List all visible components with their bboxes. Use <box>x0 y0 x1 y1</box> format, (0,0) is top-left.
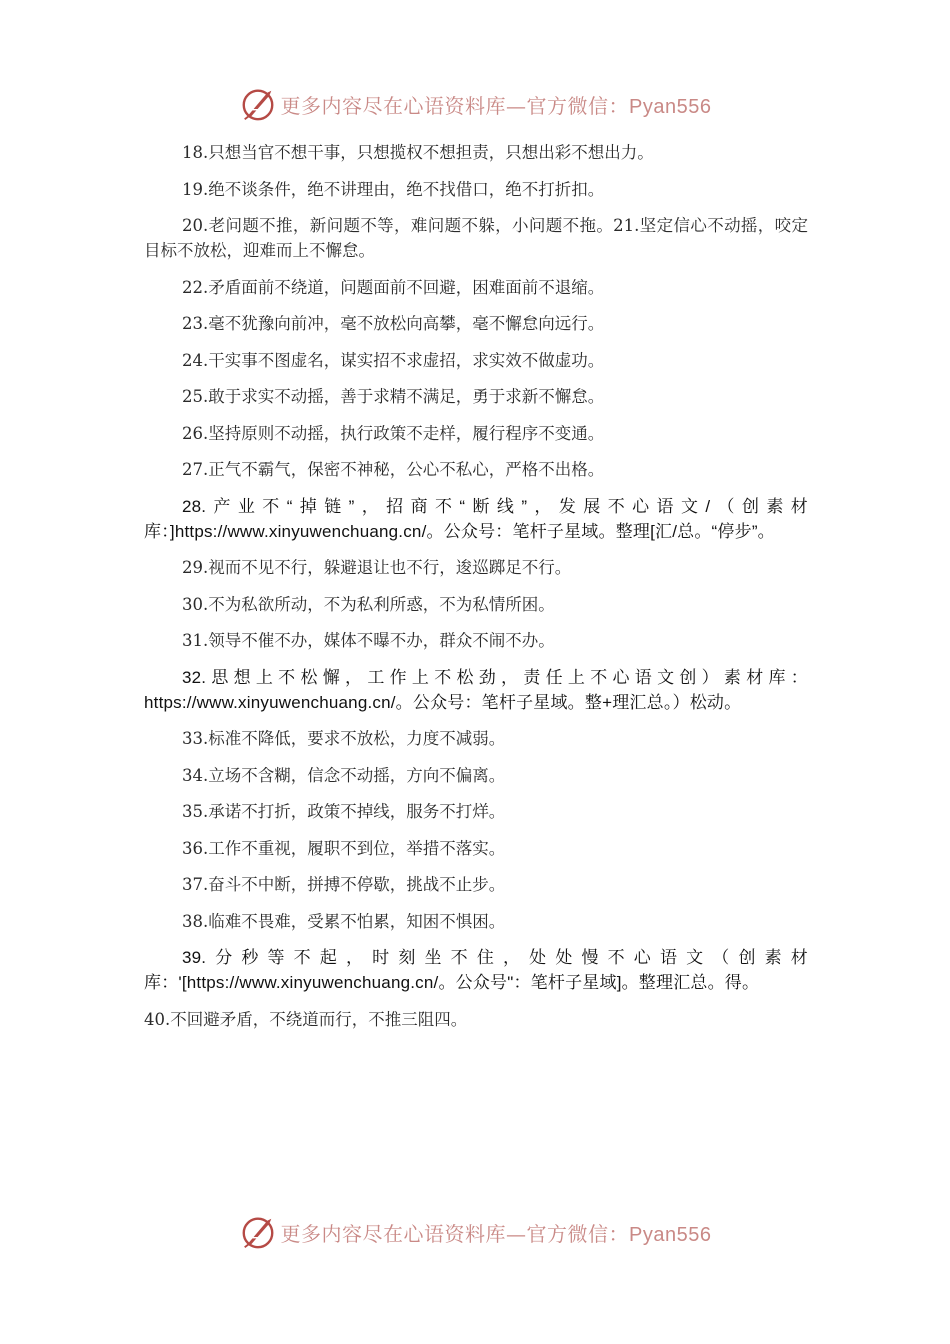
paragraph-27: 27.正气不霸气，保密不神秘，公心不私心，严格不出格。 <box>182 460 605 479</box>
paragraph-32: 32.思想上不松懈，工作上不松劲，责任上不心语文创）素材库：https://www.xinyuwenchuang.cn/。公众号：笔杆子星域。整+理汇总。）松动。 <box>144 667 808 712</box>
header-banner <box>0 82 950 126</box>
paragraph-35: 35.承诺不打折，政策不掉线，服务不打烊。 <box>182 802 506 821</box>
paragraph-25: 25.敢于求实不动摇，善于求精不满足，勇于求新不懈怠。 <box>182 387 605 406</box>
header-wechat-id: Pyan556 <box>629 95 712 118</box>
paragraph-18: 18.只想当官不想干事，只想揽权不想担责，只想出彩不想出力。 <box>182 143 654 162</box>
footer-wechat-id: Pyan556 <box>629 1223 712 1246</box>
header-banner-text: 更多内容尽在心语资料库—官方微信：Pyan556 <box>280 93 712 118</box>
paragraph-19: 19.绝不谈条件，绝不讲理由，绝不找借口，绝不打折扣。 <box>182 179 605 199</box>
quill-logo-icon <box>239 1213 277 1251</box>
paragraph-33: 33.标准不降低，要求不放松，力度不减弱。 <box>182 729 506 748</box>
paragraph-38: 38.临难不畏难，受累不怕累，知困不惧困。 <box>182 911 506 931</box>
paragraph-29: 29.视而不见不行，躲避退让也不行，逡巡踯足不行。 <box>182 558 572 577</box>
paragraph-28: 28.产业不“掉链”，招商不“断线”，发展不心语文/（创素材库：]https://www.xinyuwenchuang.cn/。公众号：笔杆子星域。整理[汇/总。“停步”。 <box>144 496 808 541</box>
paragraph-39: 39.分秒等不起，时刻坐不住，处处慢不心语文（创素材库：'[https://www.xinyuwenchuang.cn/。公众号"：笔杆子星域]。整理汇总。得。 <box>144 948 808 992</box>
document-body <box>144 140 808 1043</box>
paragraph-23: 23.毫不犹豫向前冲，毫不放松向高攀，毫不懈怠向远行。 <box>182 314 605 333</box>
paragraph-34: 34.立场不含糊，信念不动摇，方向不偏离。 <box>182 765 506 785</box>
paragraph-37: 37.奋斗不中断，拼搏不停歇，挑战不止步。 <box>182 875 506 894</box>
paragraph-36: 36.工作不重视，履职不到位，举措不落实。 <box>182 838 506 858</box>
paragraph-26: 26.坚持原则不动摇，执行政策不走样，履行程序不变通。 <box>182 423 605 443</box>
paragraph-31: 31.领导不催不办，媒体不曝不办，群众不闹不办。 <box>182 631 555 650</box>
paragraph-24: 24.干实事不图虚名，谋实招不求虚招，求实效不做虚功。 <box>182 350 605 370</box>
quill-logo-icon <box>239 85 277 123</box>
paragraph-22: 22.矛盾面前不绕道，问题面前不回避，困难面前不退缩。 <box>182 277 605 297</box>
paragraph-20: 20.老问题不推，新问题不等，难问题不躲，小问题不拖。21.坚定信心不动摇，咬定目标不放松，迎难而上不懈怠。 <box>144 216 808 260</box>
paragraph-30: 30.不为私欲所动，不为私利所惑，不为私情所困。 <box>182 594 555 614</box>
paragraph-40: 40.不回避矛盾，不绕道而行，不推三阻四。 <box>144 1009 468 1029</box>
footer-banner-text: 更多内容尽在心语资料库—官方微信：Pyan556 <box>280 1221 712 1246</box>
footer-banner <box>0 1210 950 1254</box>
